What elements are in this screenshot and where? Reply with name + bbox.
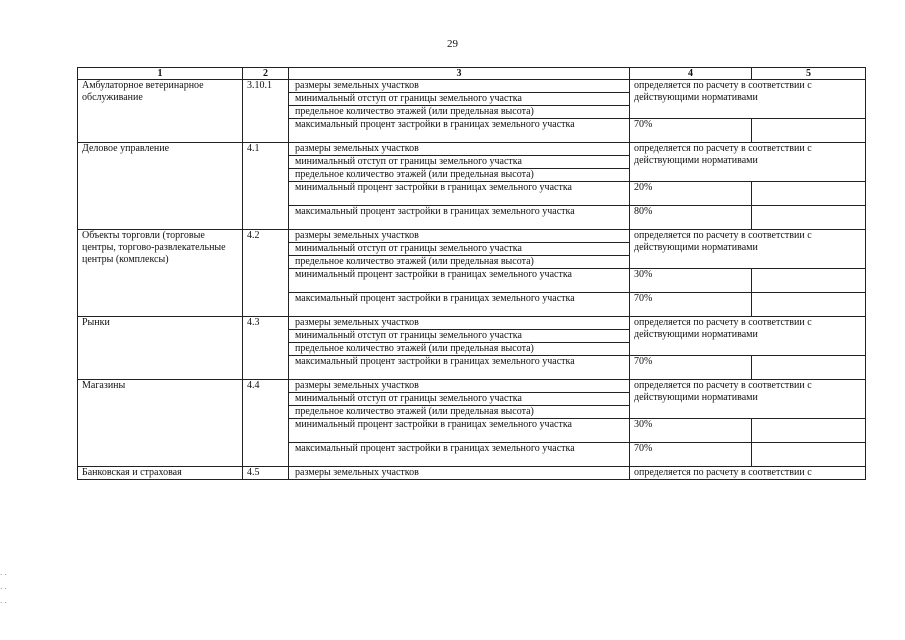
parameter-value: 70%: [630, 293, 752, 317]
parameter-value-shared: определяется по расчету в соответствии с действующими нормативами: [630, 143, 866, 182]
column-header-1: 1: [78, 68, 243, 80]
margin-mark: . .: [0, 567, 7, 577]
parameter-name: предельное количество этажей (или предельная высота): [289, 106, 630, 119]
parameter-value-extra: [752, 182, 866, 206]
column-header-4: 4: [630, 68, 752, 80]
parameter-name: предельное количество этажей (или предельная высота): [289, 169, 630, 182]
table-row: [78, 80, 866, 93]
page-number: 29: [447, 38, 458, 50]
parameter-value-extra: [752, 443, 866, 467]
parameter-name: минимальный процент застройки в границах земельного участка: [289, 419, 630, 443]
use-type-name: Рынки: [78, 317, 243, 380]
parameter-value-extra: [752, 293, 866, 317]
parameter-name: предельное количество этажей (или предельная высота): [289, 406, 630, 419]
parameter-name: минимальный отступ от границы земельного участка: [289, 330, 630, 343]
column-header-5: 5: [752, 68, 866, 80]
parameter-value-extra: [752, 206, 866, 230]
parameter-value: 20%: [630, 182, 752, 206]
parameter-value-extra: [752, 356, 866, 380]
use-type-name: Банковская и страховая: [78, 467, 243, 480]
margin-mark: . .: [0, 581, 7, 591]
header-row: [78, 68, 866, 80]
use-type-name: Амбулаторное ветеринарное обслуживание: [78, 80, 243, 143]
regulations-table: [77, 67, 866, 480]
parameter-name: размеры земельных участков: [289, 317, 630, 330]
parameter-value: 70%: [630, 443, 752, 467]
parameter-name: максимальный процент застройки в границах земельного участка: [289, 443, 630, 467]
parameter-name: минимальный отступ от границы земельного участка: [289, 243, 630, 256]
parameter-name: минимальный отступ от границы земельного участка: [289, 393, 630, 406]
parameter-value-shared: определяется по расчету в соответствии с действующими нормативами: [630, 380, 866, 419]
parameter-name: предельное количество этажей (или предельная высота): [289, 256, 630, 269]
parameter-name: размеры земельных участков: [289, 80, 630, 93]
parameter-value: 70%: [630, 356, 752, 380]
parameter-name: предельное количество этажей (или предельная высота): [289, 343, 630, 356]
use-type-name: Деловое управление: [78, 143, 243, 230]
parameter-name: минимальный процент застройки в границах земельного участка: [289, 269, 630, 293]
parameter-name: размеры земельных участков: [289, 380, 630, 393]
parameter-value: 30%: [630, 419, 752, 443]
parameter-name: максимальный процент застройки в границах земельного участка: [289, 293, 630, 317]
column-header-3: 3: [289, 68, 630, 80]
use-type-code: 3.10.1: [243, 80, 289, 143]
parameter-value-extra: [752, 269, 866, 293]
parameter-name: минимальный отступ от границы земельного участка: [289, 93, 630, 106]
parameter-value-extra: [752, 119, 866, 143]
parameter-name: минимальный отступ от границы земельного участка: [289, 156, 630, 169]
use-type-code: 4.2: [243, 230, 289, 317]
parameter-value-shared: определяется по расчету в соответствии с действующими нормативами: [630, 317, 866, 356]
use-type-code: 4.5: [243, 467, 289, 480]
use-type-code: 4.3: [243, 317, 289, 380]
table-row: [78, 143, 866, 156]
margin-marks: [0, 565, 10, 607]
column-header-2: 2: [243, 68, 289, 80]
parameter-value: 30%: [630, 269, 752, 293]
parameter-value-shared: определяется по расчету в соответствии с действующими нормативами: [630, 80, 866, 119]
parameter-value-shared: определяется по расчету в соответствии с действующими нормативами: [630, 230, 866, 269]
table-row: [78, 230, 866, 243]
parameter-name: размеры земельных участков: [289, 467, 630, 480]
parameter-value: 80%: [630, 206, 752, 230]
parameter-name: размеры земельных участков: [289, 230, 630, 243]
use-type-code: 4.4: [243, 380, 289, 467]
use-type-name: Магазины: [78, 380, 243, 467]
parameter-value: 70%: [630, 119, 752, 143]
parameter-name: минимальный процент застройки в границах земельного участка: [289, 182, 630, 206]
parameter-name: максимальный процент застройки в границах земельного участка: [289, 119, 630, 143]
use-type-name: Объекты торговли (торговые центры, торгово-развлекательные центры (комплексы): [78, 230, 243, 317]
parameter-value-extra: [752, 419, 866, 443]
use-type-code: 4.1: [243, 143, 289, 230]
table-row: [78, 467, 866, 480]
parameter-name: максимальный процент застройки в границах земельного участка: [289, 206, 630, 230]
parameter-name: размеры земельных участков: [289, 143, 630, 156]
parameter-name: максимальный процент застройки в границах земельного участка: [289, 356, 630, 380]
table-body: [78, 80, 866, 480]
table-row: [78, 380, 866, 393]
table-row: [78, 317, 866, 330]
margin-mark: . .: [0, 595, 7, 605]
parameter-value-shared: определяется по расчету в соответствии с: [630, 467, 866, 480]
